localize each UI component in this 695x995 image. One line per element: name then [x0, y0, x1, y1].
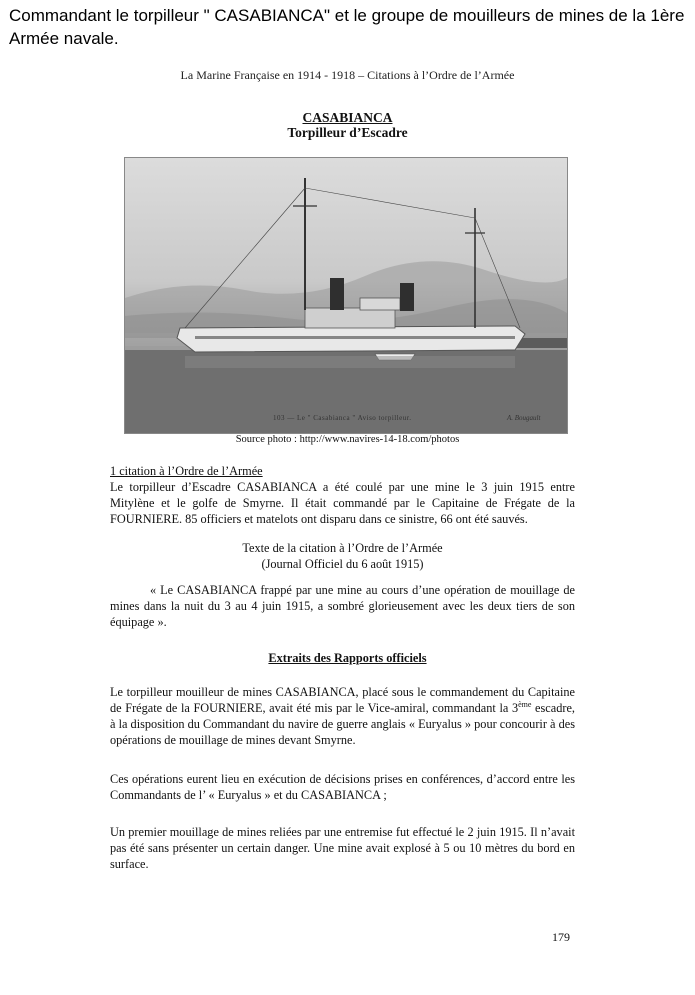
reports-paragraph-1-end: escadre, à la disposition du Commandant du navire de guerre anglais « Euryalus » pour concourir à des opérations de mouillage de mines devant Smyrne. — [110, 701, 575, 747]
citation-quote: « Le CASABIANCA frappé par une mine au cours d’une opération de mouillage de mines dans la nuit du 3 au 4 juin 1915, a sombré glorieusement avec les deux tiers de son équipage ». — [110, 583, 575, 629]
reports-heading: Extraits des Rapports officiels — [268, 651, 427, 665]
citation-paragraph: Le torpilleur d’Escadre CASABIANCA a été coulé par une mine le 3 juin 1915 entre Mitylène et le golfe de Smyrne. Il était commandé par le Capitaine de Frégate de la FOURNIERE. 85 officiers et matelots ont disparu dans ce sinistre, 66 ont été sauvés. — [110, 480, 575, 526]
photo-caption-left: 103 — Le " Casabianca " Aviso torpilleur. — [273, 414, 412, 422]
page-heading: Commandant le torpilleur " CASABIANCA" et le groupe de mouilleurs de mines de la 1ère Armée navale. — [9, 6, 685, 48]
reports-paragraph-1-start: Le torpilleur mouilleur de mines CASABIANCA, placé sous le commandement du Capitaine de Frégate de la FOURNIERE, avait été mis par le Vice-amiral, commandant la 3 — [110, 685, 575, 715]
ship-photo-illustration — [125, 158, 567, 433]
photo-source: Source photo : http://www.navires-14-18.com/photos — [235, 434, 460, 445]
photo-caption-right: A. Bougault — [507, 414, 541, 422]
ship-type: Torpilleur d’Escadre — [287, 125, 408, 140]
citation-text-title: Texte de la citation à l’Ordre de l’Armée — [242, 541, 443, 555]
reports-paragraph-1 — [110, 684, 575, 748]
ship-photo — [124, 157, 568, 434]
page-number: 179 — [552, 930, 570, 944]
citation-heading: 1 citation à l’Ordre de l’Armée — [110, 464, 263, 478]
running-header: La Marine Française en 1914 - 1918 – Citations à l’Ordre de l’Armée — [180, 68, 515, 82]
reports-paragraph-3: Un premier mouillage de mines reliées par une entremise fut effectué le 2 juin 1915. Il n’avait pas été sans présenter un certain danger. Une mine avait explosé à 5 ou 10 mètres du bord en surface. — [110, 825, 575, 871]
reports-paragraph-2: Ces opérations eurent lieu en exécution de décisions prises en conférences, d’accord entre les Commandants de l’ « Euryalus » et du CASABIANCA ; — [110, 772, 575, 802]
reports-paragraph-1-sup: ème — [518, 699, 532, 709]
ship-name: CASABIANCA — [302, 110, 393, 125]
citation-journal: (Journal Officiel du 6 août 1915) — [261, 557, 424, 571]
